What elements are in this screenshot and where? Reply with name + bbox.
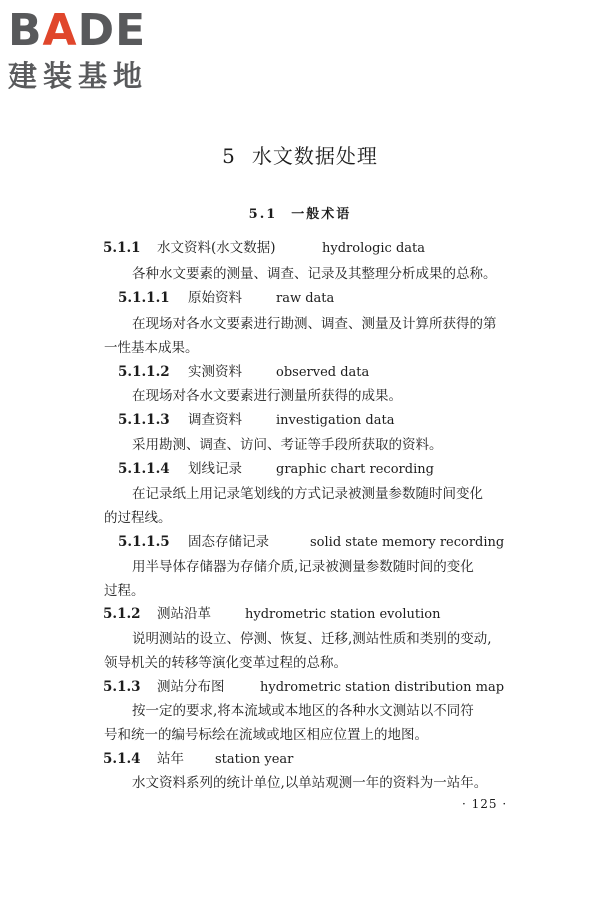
definition-line: 说明测站的设立、停测、恢复、迁移,测站性质和类别的变动, xyxy=(132,631,492,647)
term-chinese: 测站沿革 xyxy=(157,606,211,622)
term-number: 5.1.4 xyxy=(103,751,141,767)
term-number: 5.1.1.1 xyxy=(118,290,170,306)
definition-line: 水文资料系列的统计单位,以单站观测一年的资料为一站年。 xyxy=(132,775,488,791)
term-line xyxy=(118,532,504,553)
term-chinese: 测站分布图 xyxy=(157,679,225,695)
term-number: 5.1.1 xyxy=(103,240,141,256)
chapter-title: 水文数据处理 xyxy=(251,144,378,168)
page-number: · 125 · xyxy=(462,797,508,811)
term-number: 5.1.3 xyxy=(103,679,141,695)
term-line xyxy=(103,238,425,259)
term-line xyxy=(103,604,440,625)
term-english: hydrologic data xyxy=(322,241,426,256)
term-number: 5.1.1.3 xyxy=(118,412,170,428)
term-english: observed data xyxy=(276,365,370,380)
definition-line: 过程。 xyxy=(104,583,145,599)
term-line xyxy=(118,288,334,309)
logo-letter-a: A xyxy=(42,5,78,56)
term-number: 5.1.1.5 xyxy=(118,534,170,550)
logo-wordmark xyxy=(8,6,178,56)
term-chinese: 调查资料 xyxy=(188,412,242,428)
term-english: hydrometric station evolution xyxy=(245,607,441,622)
term-line xyxy=(118,410,394,431)
term-english: raw data xyxy=(276,291,335,306)
definition-line: 在现场对各水文要素进行勘测、调查、测量及计算所获得的第 xyxy=(132,316,497,332)
chapter-heading xyxy=(0,140,600,169)
term-line xyxy=(103,749,293,770)
section-number: 5.1 xyxy=(248,207,278,222)
term-chinese: 水文资料(水文数据) xyxy=(157,240,276,256)
term-chinese: 站年 xyxy=(157,751,184,767)
definition-line: 在记录纸上用记录笔划线的方式记录被测量参数随时间变化 xyxy=(132,486,483,502)
logo-letters-de: DE xyxy=(77,5,147,56)
bade-logo xyxy=(8,6,178,98)
logo-subtitle: 建装基地 xyxy=(8,59,149,93)
definition-line: 领导机关的转移等演化变革过程的总称。 xyxy=(104,655,347,671)
term-line xyxy=(103,677,504,698)
definition-line: 号和统一的编号标绘在流域或地区相应位置上的地图。 xyxy=(104,727,428,743)
term-number: 5.1.2 xyxy=(103,606,141,622)
term-english: investigation data xyxy=(276,413,395,428)
term-english: solid state memory recording xyxy=(310,535,505,550)
term-line xyxy=(118,459,434,480)
term-english: graphic chart recording xyxy=(276,462,434,477)
term-chinese: 实测资料 xyxy=(188,364,242,380)
section-title: 一般术语 xyxy=(291,207,352,222)
definition-line: 的过程线。 xyxy=(104,510,172,526)
term-chinese: 原始资料 xyxy=(188,290,242,306)
term-chinese: 固态存储记录 xyxy=(188,534,269,550)
chapter-number: 5 xyxy=(222,144,236,168)
term-english: station year xyxy=(215,752,294,767)
section-heading xyxy=(0,203,600,222)
definition-line: 按一定的要求,将本流域或本地区的各种水文测站以不同符 xyxy=(132,703,474,719)
term-number: 5.1.1.4 xyxy=(118,461,170,477)
definition-line: 一性基本成果。 xyxy=(104,340,199,356)
definition-line: 各种水文要素的测量、调查、记录及其整理分析成果的总称。 xyxy=(132,266,497,282)
term-english: hydrometric station distribution map xyxy=(260,680,505,695)
term-number: 5.1.1.2 xyxy=(118,364,170,380)
definition-line: 用半导体存储器为存储介质,记录被测量参数随时间的变化 xyxy=(132,559,474,575)
term-chinese: 划线记录 xyxy=(188,461,242,477)
term-line xyxy=(118,362,369,383)
logo-letter-b: B xyxy=(8,5,43,56)
definition-line: 采用勘测、调查、访问、考证等手段所获取的资料。 xyxy=(132,437,443,453)
definition-line: 在现场对各水文要素进行测量所获得的成果。 xyxy=(132,388,402,404)
